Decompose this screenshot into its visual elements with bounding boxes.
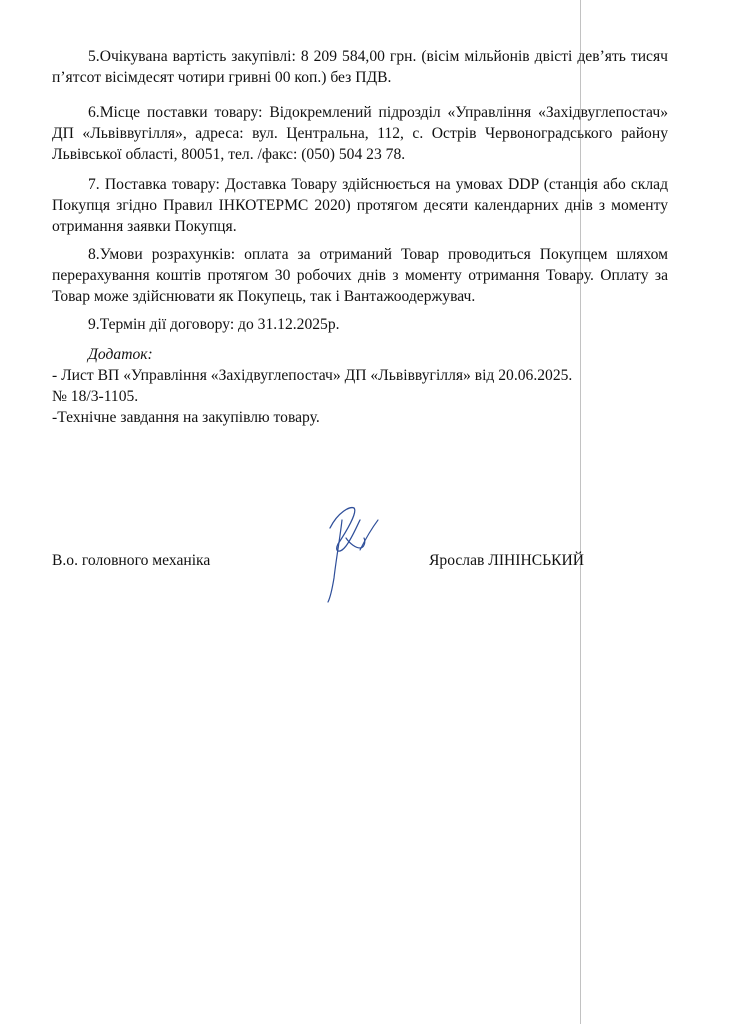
delivery-terms-paragraph: 7. Поставка товару: Доставка Товару здійснюється на умовах DDP (станція або склад Покупця згідно Правил ІНКОТЕРМС 2020) протягом десяти календарних днів з моменту отримання заявки Покупця. [52,176,668,235]
section-expected-cost [52,46,668,88]
expected-cost-paragraph: 5.Очікувана вартість закупівлі: 8 209 584,00 грн. (вісім мільйонів двісті дев’ять тисяч п’ятсот вісімдесят чотири гривні 00 коп.) без ПДВ. [52,48,668,86]
signer-position: В.о. головного механіка [52,552,211,569]
appendix-block [52,344,668,428]
signature-row [52,550,668,574]
payment-terms-paragraph: 8.Умови розрахунків: оплата за отриманий Товар проводиться Покупцем шляхом перерахування коштів протягом 30 робочих днів з моменту отримання Товару. Оплату за Товар може здійснювати як Покупець, так і Вантажоодержувач. [52,246,668,305]
contract-term-paragraph: 9.Термін дії договору: до 31.12.2025р. [88,316,340,333]
appendix-item-letter-number: № 18/3-1105. [52,388,139,405]
appendix-item-technical-spec: -Технічне завдання на закупівлю товару. [52,409,320,426]
appendix-title: Додаток: [88,346,153,363]
section-delivery-place [52,102,668,165]
section-payment-terms [52,244,668,307]
section-contract-term [52,314,668,335]
appendix-item-letter: - Лист ВП «Управління «Західвуглепостач» ДП «Львіввугілля» від 20.06.2025. [52,367,573,384]
delivery-place-paragraph: 6.Місце поставки товару: Відокремлений підрозділ «Управління «Західвуглепостач» ДП «Львіввугілля», адреса: вул. Центральна, 112, с. Острів Червоноградського району Львівської області, 80051, тел. /факс: (050) 504 23 78. [52,104,668,163]
signer-name: Ярослав ЛІНІНСЬКИЙ [429,552,585,569]
section-delivery-terms [52,174,668,237]
